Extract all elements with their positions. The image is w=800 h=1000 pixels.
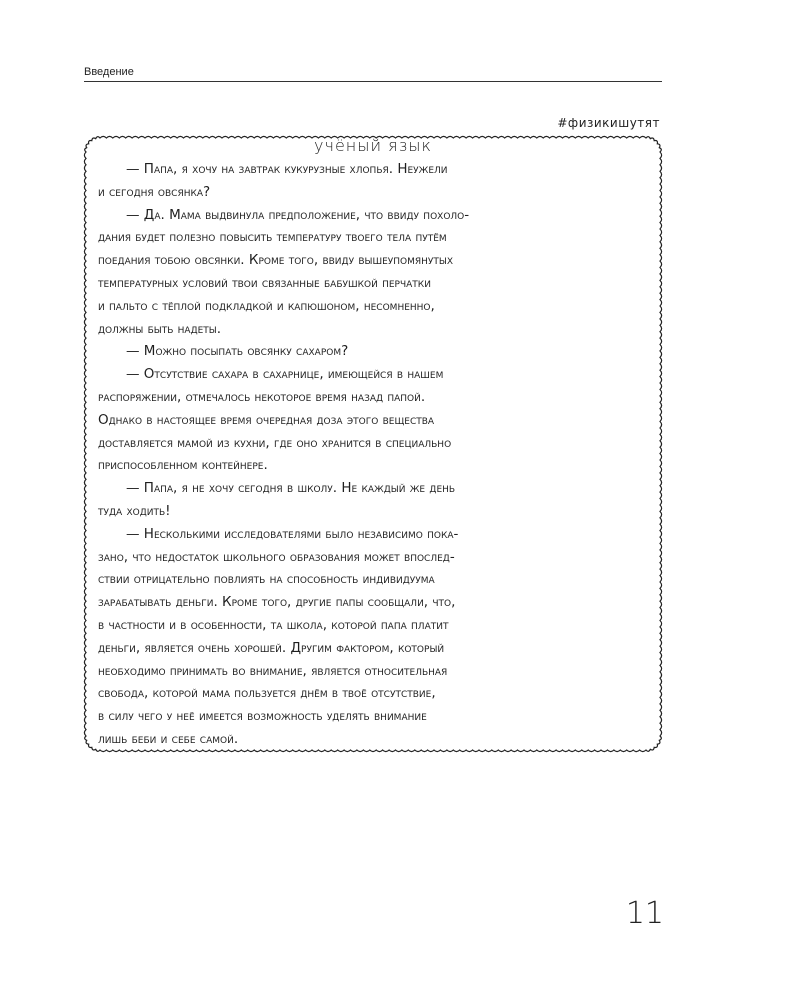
- text-line: лишь беби и себе самой.: [98, 730, 239, 747]
- text-line: — Папа, я не хочу сегодня в школу. Не каждый же день: [126, 480, 456, 497]
- text-line: — Папа, я хочу на завтрак кукурузные хлопья. Неужели: [126, 161, 448, 177]
- hashtag: #физикишутят: [557, 116, 660, 130]
- dialogue-paragraph: [98, 477, 648, 523]
- text-line: — Да. Мама выдвинула предположение, что ввиду похоло-: [126, 206, 470, 223]
- text-line: ствии отрицательно повлиять на способность индивидуума: [98, 571, 435, 588]
- text-line: зано, что недостаток школьного образования может впослед-: [98, 548, 455, 565]
- sidebar-box: [82, 134, 664, 754]
- dialogue-paragraph: [98, 363, 648, 477]
- text-line: свобода, которой мама пользуется днём в твоё отсутствие,: [98, 685, 436, 702]
- dialogue-paragraph: [98, 340, 648, 363]
- text-line: зарабатывать деньги. Кроме того, другие папы сообщали, что,: [98, 594, 456, 611]
- text-line: — Отсутствие сахара в сахарнице, имеющейся в нашем: [126, 366, 444, 383]
- page-number: 11: [625, 896, 664, 931]
- running-head: Введение: [84, 66, 134, 78]
- text-line: поедания тобою овсянки. Кроме того, ввиду вышеупомянутых: [98, 252, 453, 269]
- text-line: необходимо принимать во внимание, является относительная: [98, 662, 448, 679]
- dialogue-paragraph: [98, 523, 648, 751]
- box-content: [98, 158, 648, 751]
- text-line: распоряжении, отмечалось некоторое время назад папой.: [98, 388, 426, 405]
- text-line: — Несколькими исследователями было независимо пока-: [126, 525, 459, 542]
- text-line: дания будет полезно повысить температуру твоего тела путём: [98, 229, 447, 246]
- text-line: доставляется мамой из кухни, где оно хранится в специально: [98, 434, 452, 451]
- dialogue-paragraph: [98, 158, 648, 204]
- text-line: в силу чего у неё имеется возможность уделять внимание: [98, 708, 427, 725]
- text-line: температурных условий твои связанные бабушкой перчатки: [98, 274, 431, 291]
- text-line: и пальто с тёплой подкладкой и капюшоном, несомненно,: [98, 297, 435, 314]
- box-title: учёный язык: [314, 136, 432, 155]
- text-line: — Можно посыпать овсянку сахаром?: [126, 343, 349, 360]
- text-line: Однако в настоящее время очередная доза этого вещества: [98, 411, 435, 428]
- text-line: в частности и в особенности, та школа, которой папа платит: [98, 616, 449, 633]
- text-line: должны быть надеты.: [98, 320, 222, 337]
- text-line: приспособленном контейнере.: [98, 457, 268, 474]
- text-line: туда ходить!: [98, 502, 171, 519]
- header-rule: [84, 81, 662, 82]
- dialogue-paragraph: [98, 204, 648, 341]
- text-line: и сегодня овсянка?: [98, 183, 211, 200]
- text-line: деньги, является очень хорошей. Другим фактором, который: [98, 639, 445, 656]
